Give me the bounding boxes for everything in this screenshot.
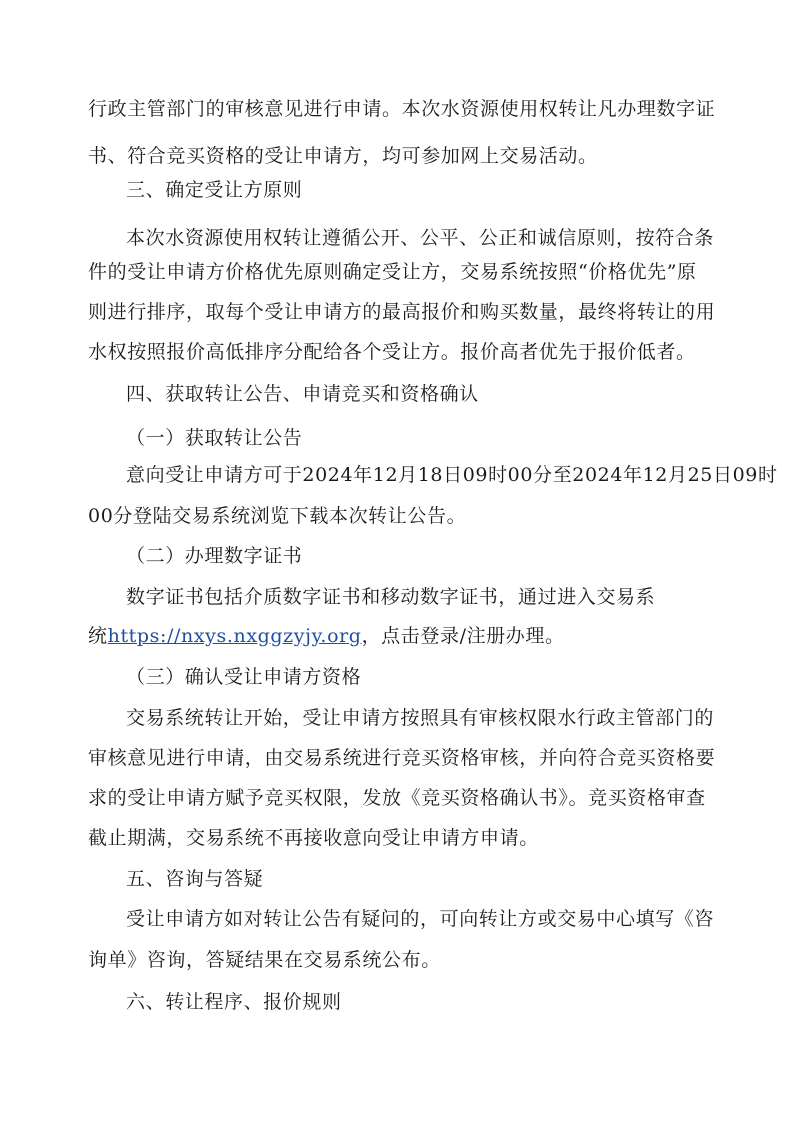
- paragraph-line: 数字证书包括介质数字证书和移动数字证书，通过进入交易系: [126, 586, 656, 608]
- cert-url-line: [88, 624, 708, 648]
- section-heading-5: 五、咨询与答疑: [126, 868, 264, 890]
- paragraph-line: 书、符合竞买资格的受让申请方，均可参加网上交易活动。: [88, 145, 598, 167]
- trading-system-link[interactable]: https://nxys.nxggzyjy.org: [107, 625, 362, 647]
- paragraph-line: 00分登陆交易系统浏览下载本次转让公告。: [88, 505, 467, 527]
- paragraph-line: 件的受让申请方价格优先原则确定受让方，交易系统按照“价格优先”原: [88, 261, 697, 283]
- paragraph-line: 受让申请方如对转让公告有疑问的，可向转让方或交易中心填写《咨: [126, 908, 715, 930]
- section-heading-4: 四、获取转让公告、申请竞买和资格确认: [126, 383, 479, 405]
- paragraph-line: 则进行排序，取每个受让申请方的最高报价和购买数量，最终将转让的用: [88, 301, 716, 323]
- cert-line-prefix: 统: [88, 625, 108, 647]
- subsection-heading-2: （二）办理数字证书: [126, 545, 303, 567]
- cert-line-suffix: ，点击登录/注册办理。: [361, 625, 565, 647]
- section-heading-6: 六、转让程序、报价规则: [126, 991, 342, 1013]
- paragraph-line: 询单》咨询，答疑结果在交易系统公布。: [88, 949, 441, 971]
- paragraph-line: 本次水资源使用权转让遵循公开、公平、公正和诚信原则，按符合条: [126, 227, 715, 249]
- paragraph-line: 审核意见进行申请，由交易系统进行竞买资格审核，并向符合竞买资格要: [88, 747, 716, 769]
- paragraph-line: 行政主管部门的审核意见进行申请。本次水资源使用权转让凡办理数字证: [88, 98, 716, 120]
- section-heading-3: 三、确定受让方原则: [126, 179, 303, 201]
- subsection-heading-3: （三）确认受让申请方资格: [126, 666, 362, 688]
- paragraph-line: 意向受让申请方可于2024年12月18日09时00分至2024年12月25日09时: [126, 464, 778, 486]
- paragraph-line: 截止期满，交易系统不再接收意向受让申请方申请。: [88, 827, 539, 849]
- paragraph-line: 求的受让申请方赋予竞买权限，发放《竞买资格确认书》。竞买资格审查: [88, 787, 706, 809]
- paragraph-line: 水权按照报价高低排序分配给各个受让方。报价高者优先于报价低者。: [88, 341, 696, 363]
- subsection-heading-1: （一）获取转让公告: [126, 427, 303, 449]
- paragraph-line: 交易系统转让开始，受让申请方按照具有审核权限水行政主管部门的: [126, 707, 715, 729]
